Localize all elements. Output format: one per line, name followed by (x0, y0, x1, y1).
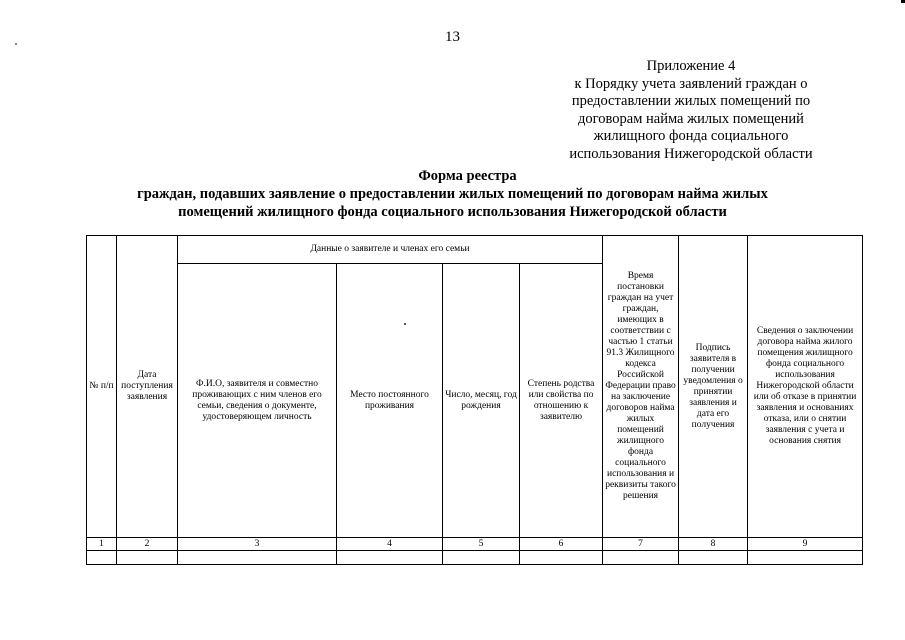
empty-cell (679, 551, 748, 565)
scan-speck (404, 323, 406, 325)
column-number: 7 (603, 538, 679, 551)
header-birth: Число, месяц, год рождения (443, 264, 520, 538)
empty-cell (87, 551, 117, 565)
appendix-line: Приложение 4 (646, 58, 736, 74)
empty-cell (178, 551, 337, 565)
header-signature: Подпись заявителя в получении уведомления о принятии заявления и дата его получения (679, 236, 748, 538)
page-number: 13 (445, 29, 460, 45)
form-title (0, 167, 905, 221)
empty-cell (748, 551, 863, 565)
appendix-line: предоставлении жилых помещений по (571, 93, 811, 109)
column-number: 5 (443, 538, 520, 551)
form-title-line3: помещений жилищного фонда социального использования Нижегородской области (178, 204, 727, 220)
column-number: 9 (748, 538, 863, 551)
column-number: 6 (520, 538, 603, 551)
header-date: Дата поступления заявления (117, 236, 178, 538)
column-number: 8 (679, 538, 748, 551)
header-relation: Степень родства или свойства по отношению к заявителю (520, 264, 603, 538)
empty-cell (443, 551, 520, 565)
header-num: № п/п (87, 236, 117, 538)
header-registration-time: Время постановки граждан на учет граждан, имеющих в соответствии с частью 1 статьи 91.3 Жилищного кодекса Российской Федерации право на заключение договоров найма жилых помещений жилищного фонда социального использования и реквизиты такого решения (603, 236, 679, 538)
column-number: 2 (117, 538, 178, 551)
empty-cell (337, 551, 443, 565)
appendix-block (541, 58, 841, 163)
header-applicant-group: Данные о заявителе и членах его семьи (178, 236, 603, 264)
appendix-line: договорам найма жилых помещений (578, 110, 804, 127)
appendix-line: жилищного фонда социального (593, 128, 789, 144)
header-conclusion: Сведения о заключении договора найма жилого помещения жилищного фонда социального использования Нижегородской области или об отказе в принятии заявления и основаниях отказа, или о снятии заявления с учета и основания снятия (748, 236, 863, 538)
form-title-line1: Форма реестра (418, 168, 517, 184)
form-title-line2: граждан, подавших заявление о предоставлении жилых помещений по договорам найма жилых (137, 186, 768, 202)
appendix-line: к Порядку учета заявлений граждан о (574, 75, 808, 92)
header-fio: Ф.И.О, заявителя и совместно проживающих с ним членов его семьи, сведения о документе, удостоверяющем личность (178, 264, 337, 538)
empty-cell (520, 551, 603, 565)
empty-cell (603, 551, 679, 565)
empty-cell (117, 551, 178, 565)
header-place: Место постоянного проживания (337, 264, 443, 538)
empty-data-row (87, 551, 863, 565)
scan-edge-mark (901, 0, 905, 3)
column-number: 3 (178, 538, 337, 551)
registry-table (86, 235, 863, 565)
column-number: 1 (87, 538, 117, 551)
column-number: 4 (337, 538, 443, 551)
appendix-line: использования Нижегородской области (569, 145, 813, 162)
column-numbers-row (87, 538, 863, 551)
